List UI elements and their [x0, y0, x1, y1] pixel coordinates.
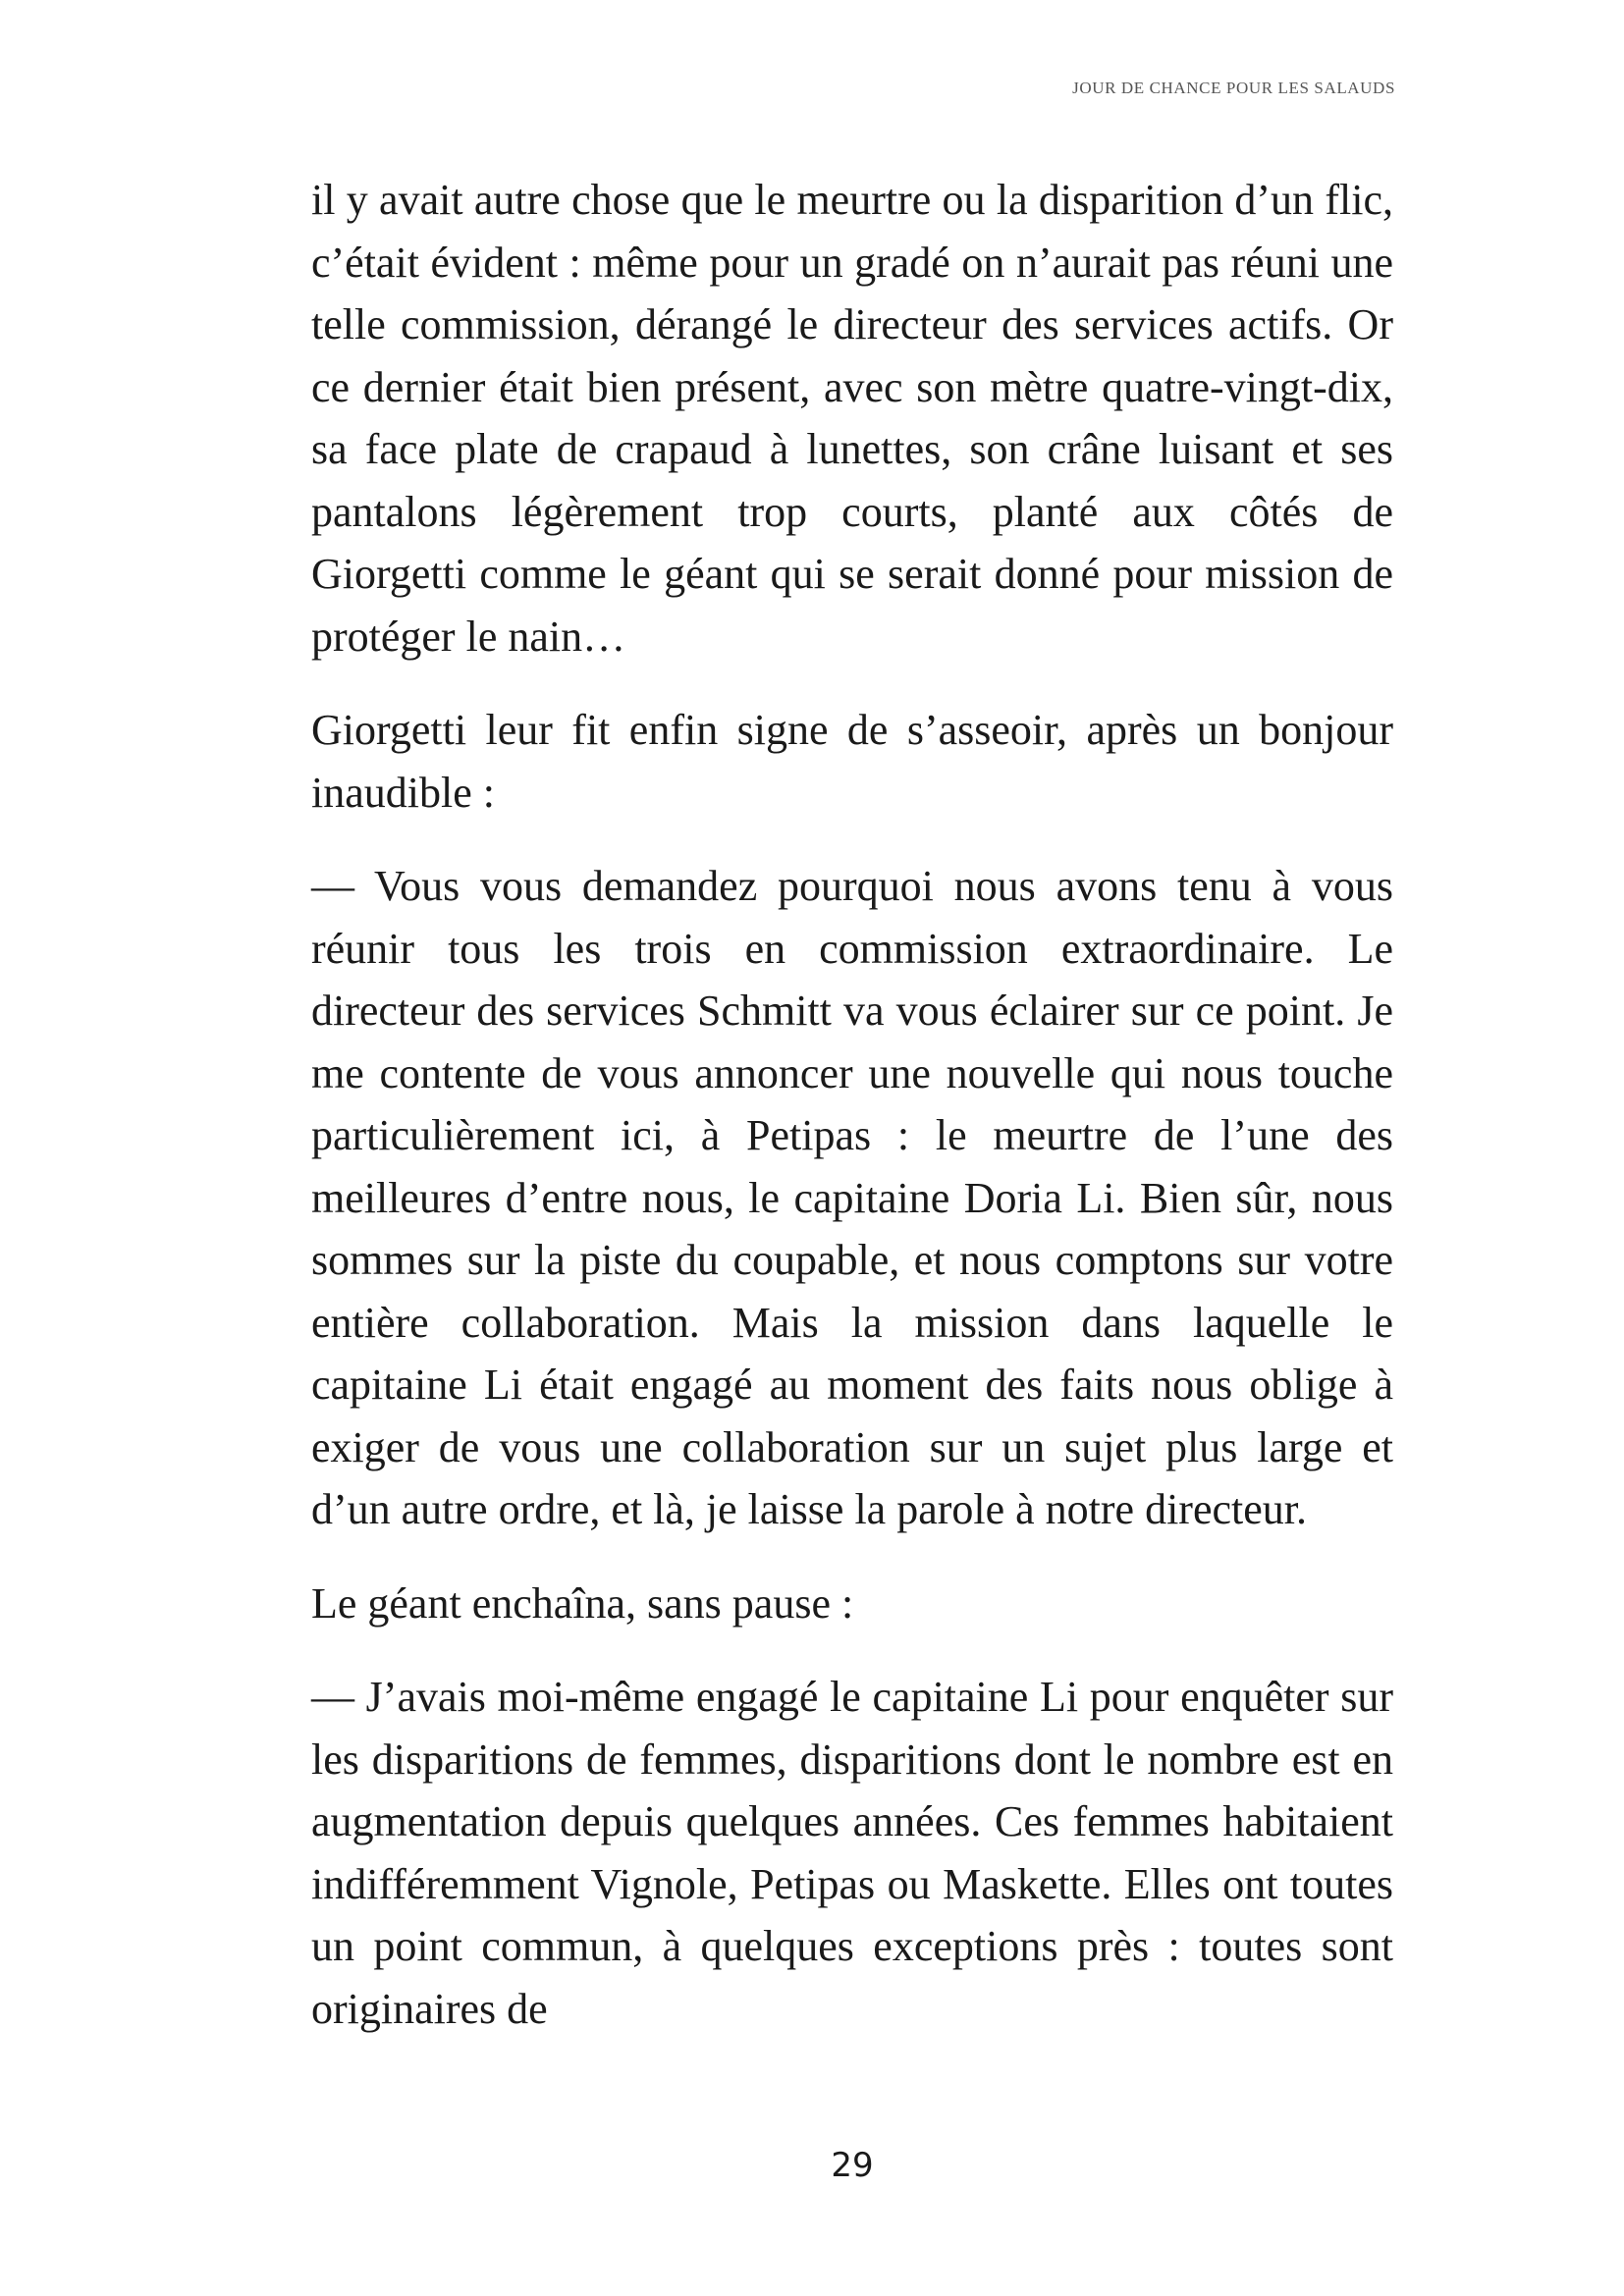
paragraph-1: il y avait autre chose que le meurtre ou la disparition d’un flic, c’était évident : même pour un gradé on n’aurait pas réuni une telle commission, dérangé le directeur des services actifs. Or ce dernier était bien présent, avec son mètre quatre-vingt-dix, sa face plate de crapaud à lunettes, son crâne luisant et ses pantalons légèrement trop courts, planté aux côtés de Giorgetti comme le géant qui se serait donné pour mission de protéger le nain…	[311, 176, 1393, 661]
paragraph-2: Giorgetti leur fit enfin signe de s’asseoir, après un bonjour inaudible :	[311, 706, 1393, 817]
paragraph-5: — J’avais moi-même engagé le capitaine Li pour enquêter sur les disparitions de femmes, disparitions dont le nombre est en augmentation depuis quelques années. Ces femmes habitaient indifféremment Vignole, Petipas ou Maskette. Elles ont toutes un point commun, à quelques exceptions près : toutes sont originaires de	[311, 1673, 1393, 2033]
page-number: 29	[831, 2146, 874, 2185]
paragraph-3: — Vous vous demandez pourquoi nous avons tenu à vous réunir tous les trois en commission extraordinaire. Le directeur des services Schmitt va vous éclairer sur ce point. Je me contente de vous annoncer une nouvelle qui nous touche particulièrement ici, à Petipas : le meurtre de l’une des meilleures d’entre nous, le capitaine Doria Li. Bien sûr, nous sommes sur la piste du coupable, et nous comptons sur votre entière collaboration. Mais la mission dans laquelle le capitaine Li était engagé au moment des faits nous oblige à exiger de vous une collaboration sur un sujet plus large et d’un autre ordre, et là, je laisse la parole à notre directeur.	[311, 862, 1393, 1533]
running-header: JOUR DE CHANCE POUR LES SALAUDS	[1072, 79, 1395, 97]
body-text	[311, 169, 1393, 2071]
paragraph-4: Le géant enchaîna, sans pause :	[311, 1578, 854, 1628]
